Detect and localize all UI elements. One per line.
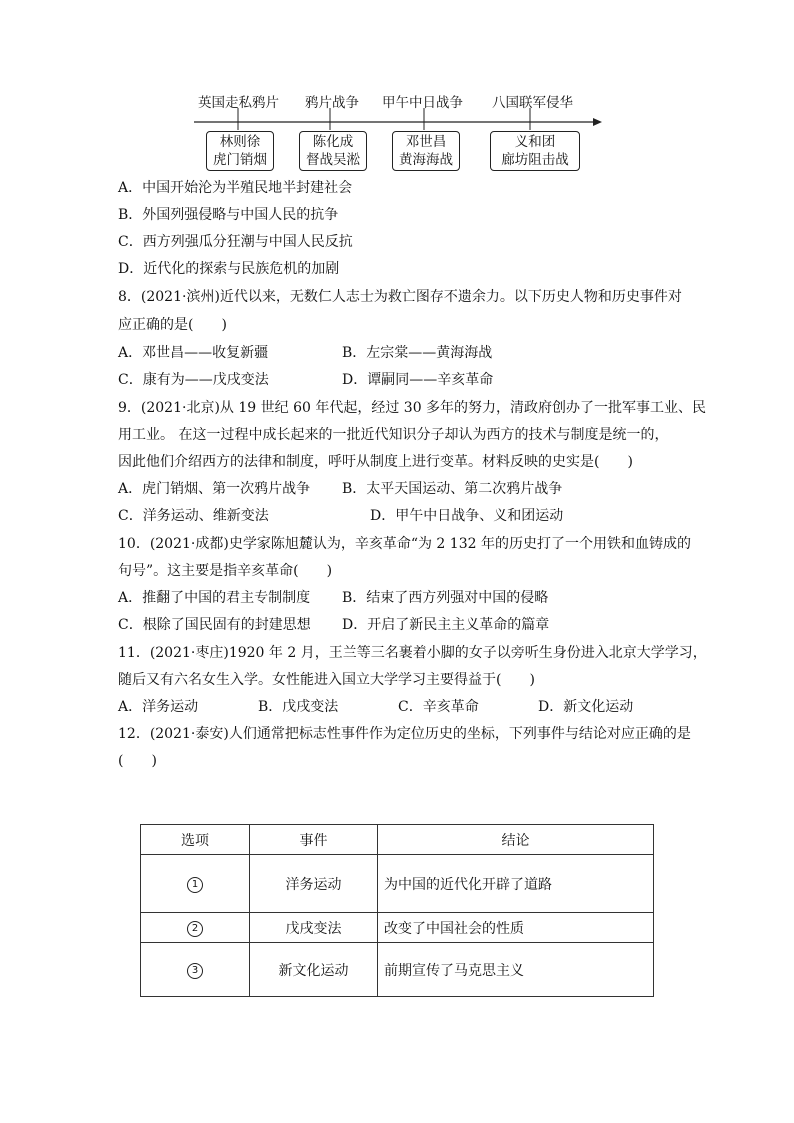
q11-stem: 11．(2021·枣庄)1920 年 2 月，王兰等三名裹着小脚的女子以旁听生身份进入北京大学学习， <box>118 645 707 661</box>
circled-number: 3 <box>187 963 203 979</box>
table-cell-mark <box>141 913 250 943</box>
table-cell-conclusion: 为中国的近代化开辟了道路 <box>378 855 654 913</box>
q10-stem: 10．(2021·成都)史学家陈旭麓认为，辛亥革命“为 2 132 年的历史打了一个用铁和血铸成的 <box>118 536 691 552</box>
q9-option-d: D．甲午中日战争、义和团运动 <box>370 508 564 524</box>
timeline-event-1: 英国走私鸦片 <box>198 95 279 111</box>
timeline-box-1 <box>206 131 274 171</box>
timeline-event-4: 八国联军侵华 <box>492 95 573 111</box>
timeline-event-3: 甲午中日战争 <box>382 95 463 111</box>
q9-option-c: C．洋务运动、维新变法 <box>118 508 269 524</box>
q11-option-d: D．新文化运动 <box>538 699 634 715</box>
q10-option-d: D．开启了新民主主义革命的篇章 <box>342 617 550 633</box>
q7-option-a: A．中国开始沦为半殖民地半封建社会 <box>118 180 353 196</box>
q9-stem: 9．(2021·北京)从 19 世纪 60 年代起，经过 30 多年的努力，清政府创办了一批军事工业、民 <box>118 400 707 416</box>
timeline-event-2: 鸦片战争 <box>305 95 359 111</box>
table-cell-event: 戊戌变法 <box>250 913 378 943</box>
q11-option-b: B．戊戌变法 <box>258 699 339 715</box>
table-header-event: 事件 <box>250 825 378 855</box>
q10-option-a: A．推翻了中国的君主专制制度 <box>118 590 311 606</box>
table-header-row <box>141 825 654 855</box>
table-cell-mark <box>141 855 250 913</box>
table-cell-conclusion: 前期宣传了马克思主义 <box>378 943 654 997</box>
table-cell-conclusion: 改变了中国社会的性质 <box>378 913 654 943</box>
q10-option-b: B．结束了西方列强对中国的侵略 <box>342 590 549 606</box>
circled-number: 2 <box>187 921 203 937</box>
timeline-box-line: 义和团 <box>514 134 556 150</box>
q8-stem: 8．(2021·滨州)近代以来，无数仁人志士为救亡图存不遗余力。以下历史人物和历史事件对 <box>118 289 682 305</box>
timeline-box-line: 陈化成 <box>312 134 354 150</box>
q9-stem-cont: 用工业。 在这一过程中成长起来的一批近代知识分子却认为西方的技术与制度是统一的， <box>118 427 669 443</box>
events-table <box>140 824 654 997</box>
table-row <box>141 943 654 997</box>
timeline-box-line: 黄海海战 <box>399 152 453 168</box>
q11-stem-cont: 随后又有六名女生入学。女性能进入国立大学学习主要得益于( ) <box>118 672 535 688</box>
timeline-box-4 <box>490 131 580 171</box>
q11-option-a: A．洋务运动 <box>118 699 199 715</box>
circled-number: 1 <box>187 877 203 893</box>
table-cell-event: 新文化运动 <box>250 943 378 997</box>
q9-stem-cont: 因此他们介绍西方的法律和制度，呼吁从制度上进行变革。材料反映的史实是( ) <box>118 454 633 470</box>
timeline-box-line: 林则徐 <box>219 134 261 150</box>
timeline-box-2 <box>299 131 367 171</box>
table-header-conclusion: 结论 <box>378 825 654 855</box>
q12-stem: 12．(2021·泰安)人们通常把标志性事件作为定位历史的坐标，下列事件与结论对应正确的是 <box>118 726 691 742</box>
q10-option-c: C．根除了国民固有的封建思想 <box>118 617 311 633</box>
q10-stem-cont: 句号”。这主要是指辛亥革命( ) <box>118 563 333 579</box>
q8-option-a: A．邓世昌——收复新疆 <box>118 345 269 361</box>
q8-option-d: D．谭嗣同——辛亥革命 <box>342 372 494 388</box>
q7-option-d: D．近代化的探索与民族危机的加剧 <box>118 261 340 277</box>
q8-option-c: C．康有为——戊戌变法 <box>118 372 269 388</box>
q9-option-b: B．太平天国运动、第二次鸦片战争 <box>342 481 563 497</box>
q9-option-a: A．虎门销烟、第一次鸦片战争 <box>118 481 311 497</box>
timeline-box-line: 廊坊阻击战 <box>501 152 569 168</box>
timeline-box-line: 督战吴淞 <box>306 152 360 168</box>
q8-option-b: B．左宗棠——黄海海战 <box>342 345 493 361</box>
table-row <box>141 913 654 943</box>
table-cell-event: 洋务运动 <box>250 855 378 913</box>
table-header-option: 选项 <box>141 825 250 855</box>
q11-option-c: C．辛亥革命 <box>398 699 479 715</box>
table-cell-mark <box>141 943 250 997</box>
q7-option-c: C．西方列强瓜分狂潮与中国人民反抗 <box>118 234 353 250</box>
q8-stem-cont: 应正确的是( ) <box>118 317 227 333</box>
timeline-box-3 <box>392 131 460 171</box>
q7-option-b: B．外国列强侵略与中国人民的抗争 <box>118 207 339 223</box>
timeline-box-line: 邓世昌 <box>405 134 447 150</box>
q12-stem-cont: ( ) <box>118 753 157 769</box>
table-row <box>141 855 654 913</box>
timeline-box-line: 虎门销烟 <box>213 152 267 168</box>
